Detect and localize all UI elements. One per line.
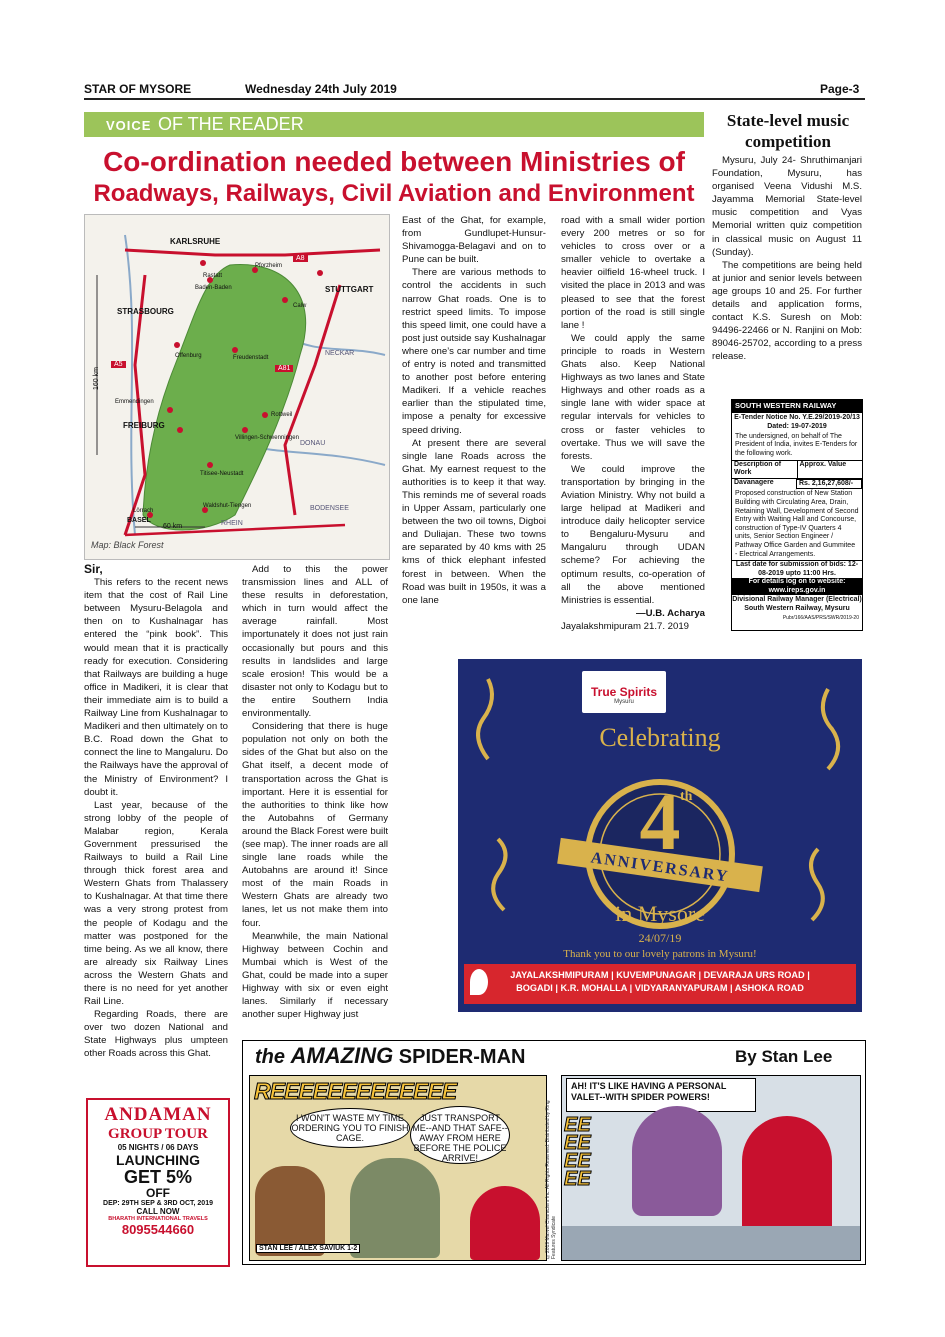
headline-line2: Roadways, Railways, Civil Aviation and Environment bbox=[93, 180, 695, 207]
paragraph: Meanwhile, the main National Highway between Cochin and Mumbai which is West of the Ghat, could be made into a super Highway with six or even eight lanes. Similarly if necessary another super Highway just bbox=[242, 930, 388, 1021]
celebrating-text: Celebrating bbox=[599, 723, 721, 752]
paragraph: Add to this the power transmission lines and ALL of these results in deforestation, which in turn would affect the average rainfall. Most importunately it does not just rain occasionally but pours and this results in landslides and large scale erosion! This would be a disaster not only to Kodagu but to the entire Southern India environmentally. bbox=[242, 564, 388, 720]
map-label: FREIBURG bbox=[123, 421, 165, 430]
railway-org: SOUTH WESTERN RAILWAY bbox=[732, 400, 862, 413]
ad-ref: Pubr/166/AAS/PRS/SWR/2019-20 bbox=[782, 614, 859, 621]
tender-dated: Dated: 19-07-2019 bbox=[767, 423, 827, 431]
location-pin-icon bbox=[470, 969, 488, 995]
character-spiderman-2 bbox=[742, 1116, 832, 1236]
side-news-body bbox=[712, 154, 862, 364]
tender-work: Proposed construction of New Station Building with Circulating Area, Drain, Retaining Wall, Development of Second Entry with Waiting Hall and Concourse, construction of Type-IV Quarters 4 units, Senior Section Engineer / Pathway Office Garden and Gummitee - Electrical Arrangements. bbox=[735, 490, 859, 558]
comic-cars bbox=[562, 1226, 860, 1260]
comic-title-rest: SPIDER-MAN bbox=[398, 1046, 526, 1068]
section-voice: VOICE bbox=[106, 118, 152, 133]
map-label: Offenburg bbox=[175, 353, 202, 359]
comic-credits: STAN LEE / ALEX SAVIUK 1-2 bbox=[256, 1244, 360, 1253]
comic-strip bbox=[242, 1040, 866, 1265]
page-number: Page-3 bbox=[820, 82, 860, 96]
map-label: Freudenstadt bbox=[233, 355, 269, 361]
locations-row2: BOGADI | K.R. MOHALLA | VIDYARANYAPURAM | ASHOKA ROAD bbox=[516, 983, 804, 993]
article-column-2 bbox=[242, 563, 388, 1021]
tender-row bbox=[732, 479, 862, 490]
side-news-title: State-level music competition bbox=[726, 111, 850, 151]
paragraph: The competitions are being held at junior and senior levels between age groups 10 and 25. For further details and application forms, contact K.S. Suresh on Mob: 94496-22466 or N. Ranjini on Mob: 89046-25702, according to a press release. bbox=[712, 259, 862, 363]
comic-title-amazing: AMAZING bbox=[290, 1043, 394, 1068]
map-label: Villingen-Schwenningen bbox=[235, 435, 299, 441]
map-label: Rastatt bbox=[203, 273, 223, 279]
paragraph: There are various methods to control the accidents in such narrow Ghat roads. One is to restrict speed limits. To impose this speed limit, one could have a post just outside say Kushalnagar where one’s car number and time of entry is noted and transmitted to another post before entering Madikeri. If a vehicle reaches earlier than the stipulated time, impose a penalty for excessive speed driving. bbox=[402, 267, 546, 436]
map-label: KARLSRUHE bbox=[170, 237, 221, 246]
website-label: For details log on to website: bbox=[732, 578, 862, 587]
character-villain-2 bbox=[632, 1106, 722, 1216]
locations-band bbox=[464, 964, 856, 1004]
headline-line1: Co-ordination needed between Ministries of bbox=[103, 146, 685, 177]
comic-copyright: ©2019 Marvel Characters Inc. All Rights Reserved. Distributed by King Features Syndicate bbox=[545, 1100, 557, 1259]
issue-date: Wednesday 24th July 2019 bbox=[245, 82, 397, 96]
paragraph: Last year, because of the strong lobby of the people of Malabar region, Kerala Government pressurised the Railways to build a Rail Line through thick forest area and Western Ghats from Thalassery to Kushalnagar. At that time there was a very strong protest from the people of Kodagu and the matter was postponed for the time being. As we all know, there are already six Railway Lines across the Western Ghats and there is no need for yet another Rail Line. bbox=[84, 799, 228, 1008]
anniversary-number: 4 bbox=[639, 776, 681, 867]
anniversary-text: ANNIVERSARY bbox=[589, 849, 731, 886]
thanks-text: Thank you to our lovely patrons in Mysuru! bbox=[563, 948, 757, 960]
andaman-launching: LAUNCHING bbox=[116, 1152, 200, 1168]
section-bar bbox=[84, 112, 704, 137]
tender-place: Davanagere bbox=[734, 478, 774, 486]
road-label: A8 bbox=[293, 255, 308, 262]
map-label: Waldshut-Tiengen bbox=[203, 503, 252, 509]
tender-last-date: Last date for submission of bids: 12-08-2019 upto 11:00 Hrs. bbox=[732, 560, 862, 578]
paragraph: This refers to the recent news item that the cost of Rail Line between Mysuru-Belagola and then on to Kushalnagar has entered the “pink book”. This would mean that it is practically ready for execution. Considering that Railways are building a huge office in Madikeri, it is clear that their immediate aim is to build a Railway Line from Kushalnagar to Madikeri and then ultimately on to B.C. Road down the Ghat to connect the line to Mangaluru. Do the Railways have the approval of the Ministry of Environment? I doubt it. bbox=[84, 577, 228, 798]
map-label: Emmendingen bbox=[115, 399, 154, 405]
paragraph: road with a small wider portion every 200 metres or so for vehicles to cross over or a smaller vehicle to overtake a heavier oilfield 16-wheel truck. I visited the place in 2013 and was pleased to see that the forest portion of the road is still single lane ! bbox=[561, 215, 705, 331]
paragraph: Mysuru, July 24- Shruthimanjari Foundation, Mysuru, has organised Veena Vidushi M.S. Jayamma Memorial State-level music competition and Vyas Memorial written quiz competition in classical music on August 11 (Sunday). bbox=[712, 155, 862, 258]
signatory: Divisional Railway Manager (Electrical) South Western Railway, Mysuru bbox=[732, 596, 862, 613]
map-caption: Map: Black Forest bbox=[91, 540, 164, 550]
brand-sub: Mysuru bbox=[614, 699, 634, 705]
signature: —U.B. Acharya bbox=[636, 607, 705, 619]
character-cage bbox=[255, 1166, 325, 1256]
comic-byline: By Stan Lee bbox=[735, 1047, 833, 1066]
andaman-tour-ad bbox=[86, 1098, 230, 1267]
black-forest-map bbox=[84, 214, 390, 560]
newspaper-name: STAR OF MYSORE bbox=[84, 82, 192, 96]
road-label: A81 bbox=[275, 365, 293, 372]
paragraph: We could improve the transportation by bringing in the Aviation Ministry. Why not build a large helipad at Madikeri and introduce daily helicopter service to Bengaluru-Mysuru and Mangaluru through UDAN scheme? For achieving the optimum results, co-operation of all the above mentioned Ministries is essential. bbox=[561, 463, 705, 606]
andaman-title1: ANDAMAN bbox=[104, 1104, 212, 1125]
map-label: Rottweil bbox=[271, 412, 293, 418]
section-of-the-reader: OF THE READER bbox=[158, 114, 304, 134]
map-label: BODENSEE bbox=[310, 505, 349, 512]
map-label: Lörrach bbox=[133, 508, 154, 514]
comic-panel-2 bbox=[561, 1075, 861, 1261]
brand-name: True Spirits bbox=[590, 685, 658, 699]
map-label: Titisee-Neustadt bbox=[200, 471, 244, 477]
map-label: STRASBOURG bbox=[117, 307, 174, 316]
andaman-phone[interactable]: 8095544660 bbox=[121, 1222, 195, 1237]
speech-bubble-3: AH! IT'S LIKE HAVING A PERSONAL VALET--WITH SPIDER POWERS! bbox=[566, 1078, 756, 1112]
map-label: NECKAR bbox=[325, 350, 355, 357]
brand-logo bbox=[582, 671, 666, 713]
true-spirits-ad bbox=[458, 659, 862, 1012]
tender-table-header bbox=[732, 460, 862, 479]
character-spiderman bbox=[470, 1186, 540, 1260]
article-column-4 bbox=[561, 214, 705, 633]
locations-row1: JAYALAKSHMIPURAM | KUVEMPUNAGAR | DEVARAJA URS ROAD | bbox=[510, 970, 810, 980]
speech-bubble-1: I WON'T WASTE MY TIME ORDERING YOU TO FINISH CAGE. bbox=[290, 1108, 410, 1148]
paragraph: We could apply the same principle to roads in Western Ghats also. Keep National Highways as two lanes and State Highways and other roads as a single lane with wider space at regular intervals for vehicles to cross or faster vehicles to overtake. Thus we will save the forests. bbox=[561, 332, 705, 462]
tender-notice: E-Tender Notice No. Y.E.29/2019-20/13 bbox=[734, 413, 860, 421]
map-label: STUTTGART bbox=[325, 285, 374, 294]
map-label: Baden-Baden bbox=[195, 285, 232, 291]
railway-tender-ad bbox=[731, 399, 863, 631]
andaman-duration: 05 NIGHTS / 06 DAYS bbox=[117, 1143, 199, 1152]
salutation: Sir, bbox=[84, 562, 103, 576]
andaman-title2: GROUP TOUR bbox=[108, 1126, 208, 1142]
paragraph: Regarding Roads, there are over two dozen National and State Highways plus umpteen other Roads across this Ghat. bbox=[84, 1009, 228, 1060]
comic-title bbox=[255, 1043, 525, 1069]
col-value: Approx. Value bbox=[799, 460, 847, 468]
paragraph: Considering that there is huge population not only on both the sides of the Ghat but also on the Ghat itself, a decent mode of transportation across the Ghat is important. Here it is essential for the authorities to think like how the Autobahns of Germany around the Black Forest were built (see map). The inner roads are all single lane roads while the Autobahns are around it! Since most of the main Roads in Western Ghats are already two lanes, let us not make them into four. bbox=[242, 721, 388, 929]
ad-date: 24/07/19 bbox=[638, 931, 682, 945]
map-label: DONAU bbox=[300, 440, 326, 447]
andaman-call: CALL NOW bbox=[136, 1207, 180, 1216]
tender-value: Rs. 2,16,27,608/- bbox=[796, 479, 862, 490]
comic-sfx-2: EEEEEEEE bbox=[564, 1114, 591, 1190]
comic-sfx: REEEEEEEEEEEEE bbox=[254, 1078, 457, 1104]
anniversary-suffix: th bbox=[680, 789, 693, 804]
map-label: Pforzheim bbox=[255, 263, 283, 269]
map-scale-vertical: 160 km bbox=[92, 367, 100, 390]
map-scale-horizontal: 60 km bbox=[163, 523, 183, 530]
tender-intro: The undersigned, on behalf of The President of India, invites E-Tenders for the following work. bbox=[735, 432, 858, 457]
article-column-3 bbox=[402, 214, 546, 607]
map-label: RHEIN bbox=[221, 520, 243, 527]
andaman-off: OFF bbox=[146, 1186, 170, 1200]
andaman-departure: DEP: 29TH SEP & 3RD OCT, 2019 bbox=[103, 1200, 213, 1207]
header-rule bbox=[84, 98, 865, 100]
andaman-company: BHARATH INTERNATIONAL TRAVELS bbox=[108, 1216, 208, 1222]
road-label: A5 bbox=[111, 361, 126, 368]
map-label: Calw bbox=[293, 303, 307, 309]
paragraph: East of the Ghat, for example, from Gundlupet-Hunsur-Shivamogga-Belagavi and on to Pune can be built. bbox=[402, 215, 546, 266]
col-work: Description of Work bbox=[732, 461, 798, 478]
place-date: Jayalakshmipuram 21.7. 2019 bbox=[561, 620, 689, 632]
paragraph: At present there are several single lane Roads across the Ghat. My earnest request to the authorities is to keep it that way. This reminds me of several roads in Upper Assam, particularly one between the two oil towns, Digboi and Duliajan. These two towns are separated by 40 kms with 25 kms of thick elephant infested forest in between. When the Road was built in 1950s, it was a one lane bbox=[402, 437, 546, 606]
andaman-discount: GET 5% bbox=[123, 1167, 193, 1187]
comic-title-the: the bbox=[255, 1046, 285, 1068]
speech-bubble-2: JUST TRANSPORT ME--AND THAT SAFE--AWAY FROM HERE BEFORE THE POLICE ARRIVE! bbox=[410, 1106, 510, 1164]
in-mysore-text: in Mysore bbox=[615, 901, 705, 926]
character-villain bbox=[350, 1158, 440, 1258]
website-link[interactable]: www.ireps.gov.in bbox=[732, 587, 862, 596]
article-column-1 bbox=[84, 563, 228, 1061]
comic-panel-1 bbox=[249, 1075, 547, 1261]
map-label: BASEL bbox=[127, 517, 151, 524]
